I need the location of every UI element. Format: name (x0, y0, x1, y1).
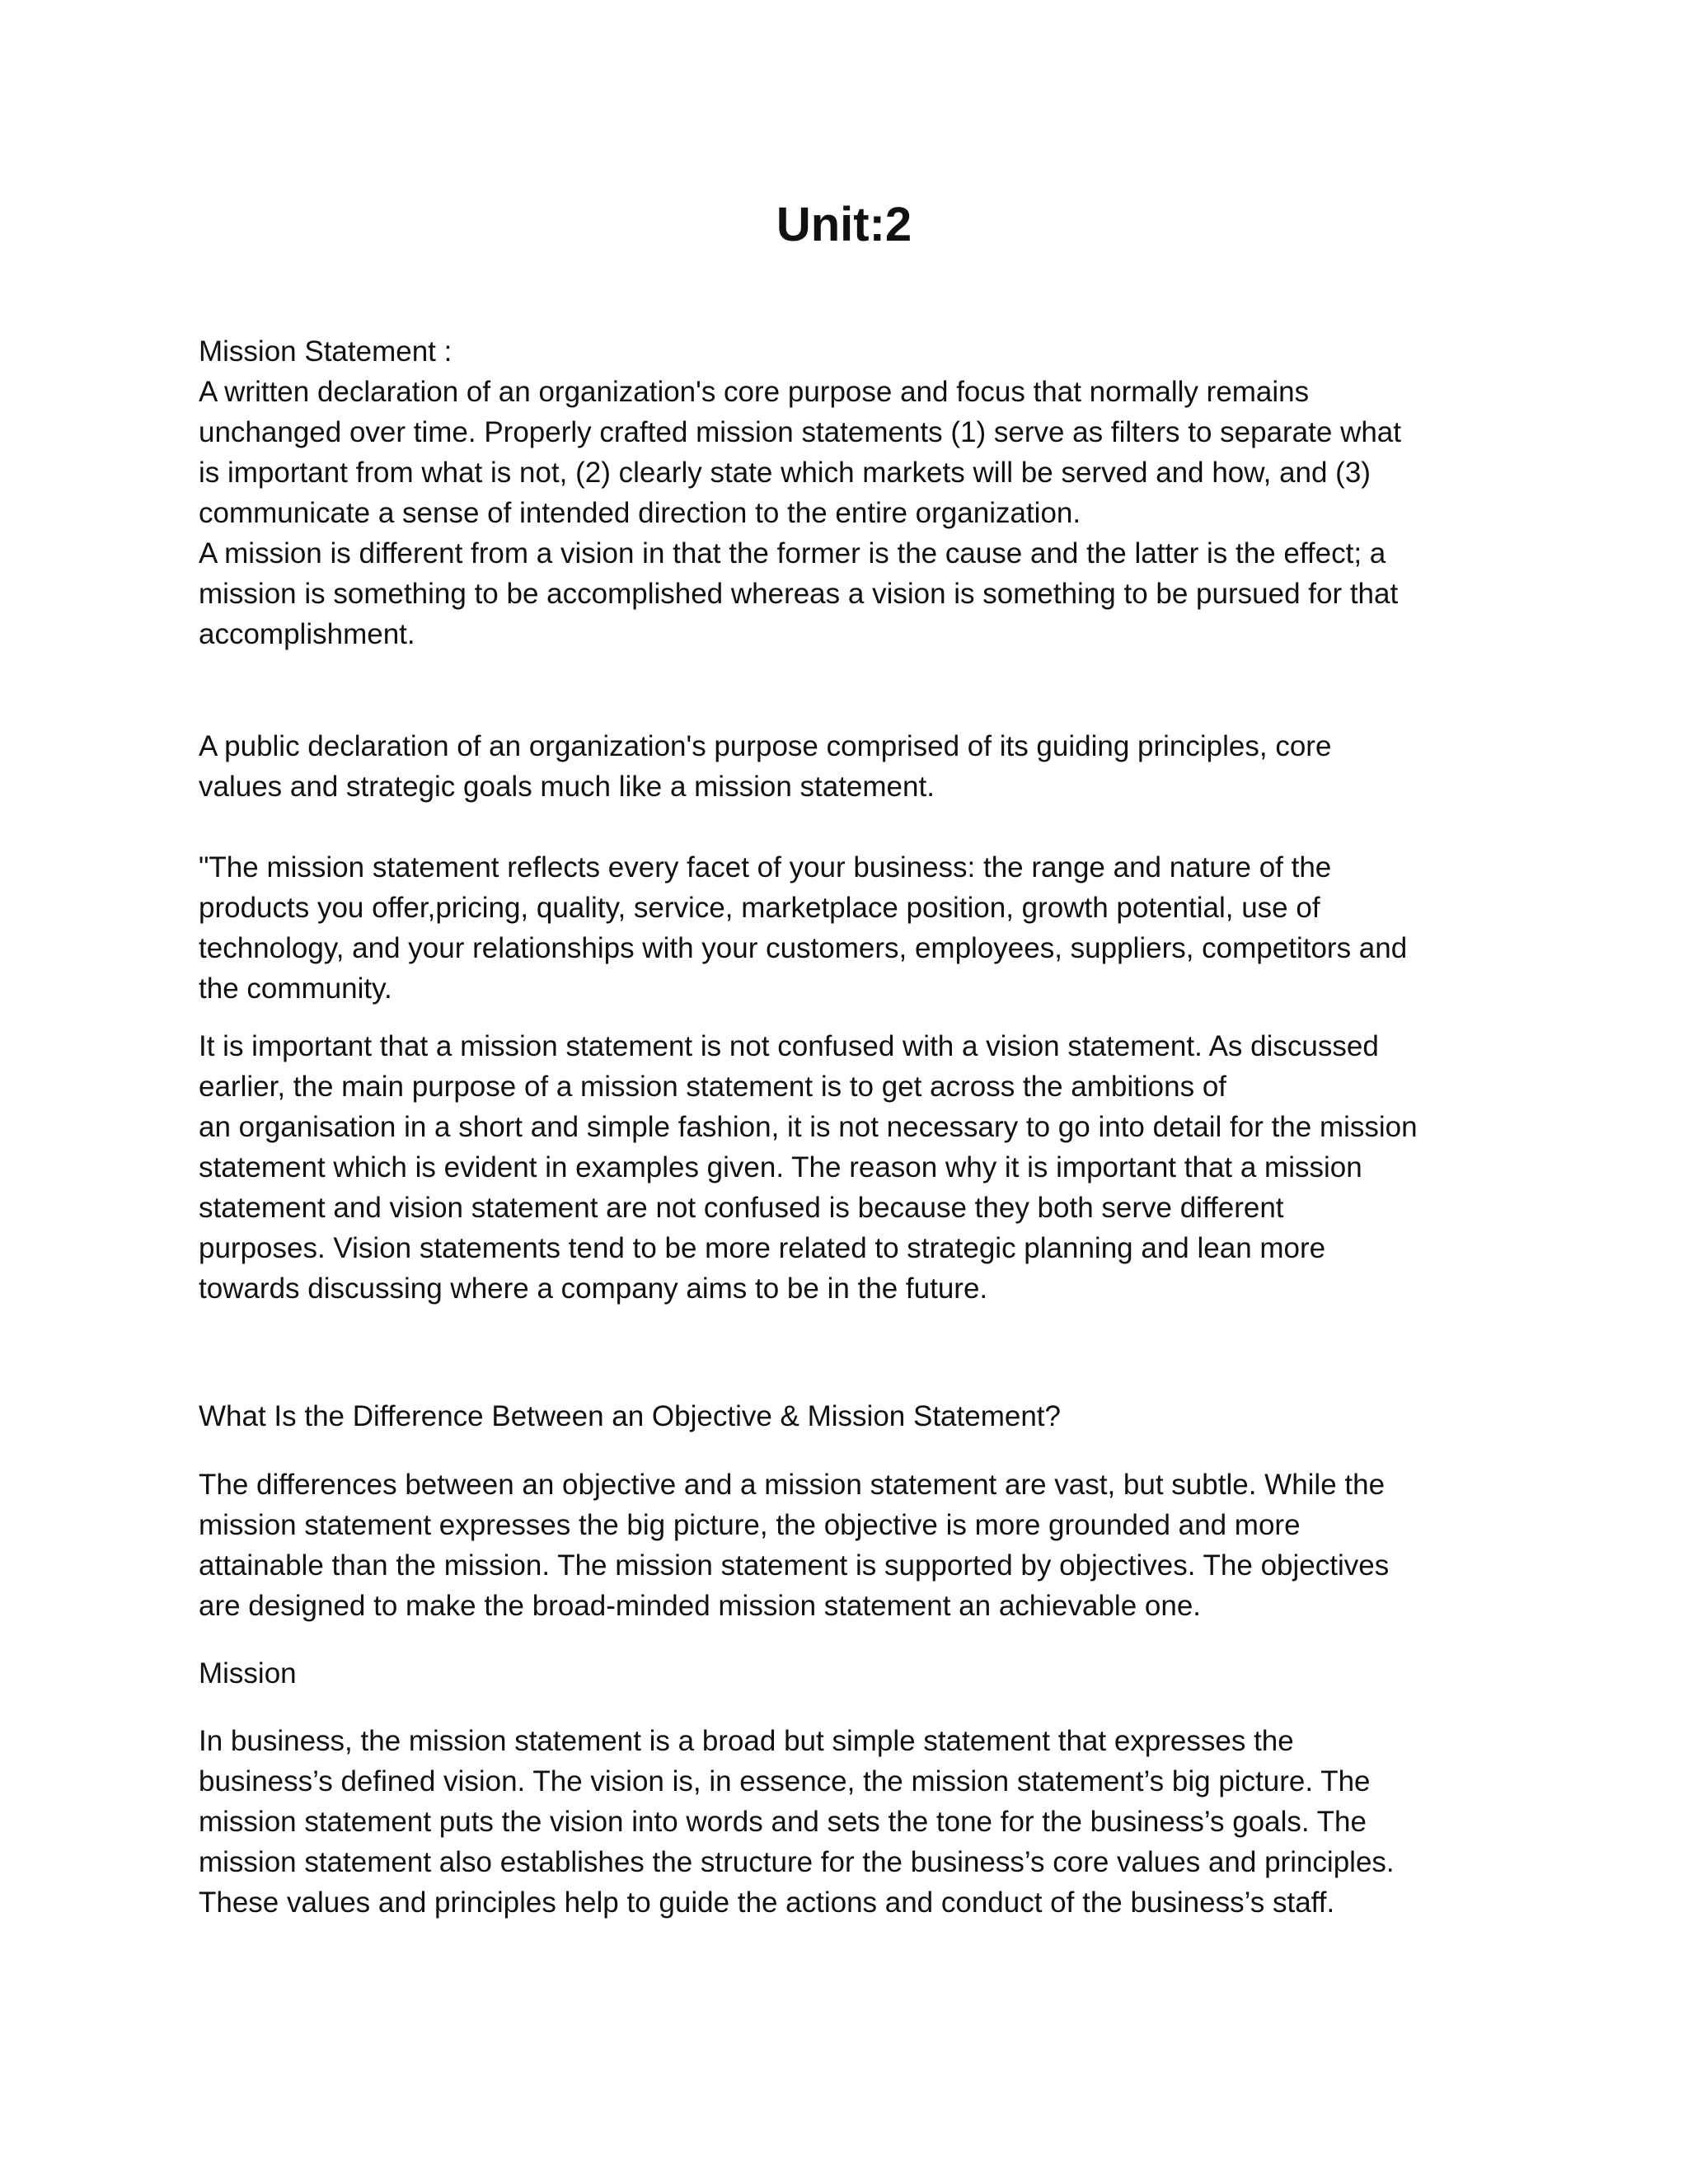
paragraph-public-declaration: A public declaration of an organization's purpose comprised of its guiding principles, core values and strategic goals much like a mission statement. (199, 730, 1332, 803)
section-heading-objective-vs-mission: What Is the Difference Between an Objective & Mission Statement? (199, 1400, 1061, 1432)
paragraph-mission-statement-definition: Mission Statement : A written declaration of an organization's core purpose and focus that normally remains unchanged over time. Properly crafted mission statements (1) serve as filters to separate what is important from what is not, (2) clearly state which markets will be served and how, and (3) communicate a sense of intended direction to the entire organization. A mission is different from a vision in that the former is the cause and the latter is the effect; a mission is something to be accomplished whereas a vision is something to be pursued for that accomplishment. (199, 335, 1401, 650)
paragraph-objective-differences: The differences between an objective and a mission statement are vast, but subtle. While the mission statement expresses the big picture, the objective is more grounded and more attainable than the mission. The mission statement is supported by objectives. The objectives are designed to make the broad-minded mission statement an achievable one. (199, 1469, 1390, 1622)
page-title: Unit:2 (776, 198, 912, 251)
paragraph-mission-statement-quote: "The mission statement reflects every facet of your business: the range and nature of the products you offer,pricing, quality, service, marketplace position, growth potential, use of technology, and your relationships with your customers, employees, suppliers, competitors and the community. (199, 851, 1408, 1005)
paragraph-mission-vs-vision: It is important that a mission statement is not confused with a vision statement. As discussed earlier, the main purpose of a mission statement is to get across the ambitions of an organisation in a short and simple fashion, it is not necessary to go into detail for the mission statement which is evident in examples given. The reason why it is important that a mission statement and vision statement are not confused is because they both serve different purposes. Vision statements tend to be more related to strategic planning and lean more towards discussing where a company aims to be in the future. (199, 1030, 1418, 1305)
section-heading-mission: Mission (199, 1657, 297, 1690)
paragraph-mission-in-business: In business, the mission statement is a broad but simple statement that expresses the business’s defined vision. The vision is, in essence, the mission statement’s big picture. The mission statement puts the vision into words and sets the tone for the business’s goals. The mission statement also establishes the structure for the business’s core values and principles. These values and principles help to guide the actions and conduct of the business’s staff. (199, 1725, 1395, 1919)
